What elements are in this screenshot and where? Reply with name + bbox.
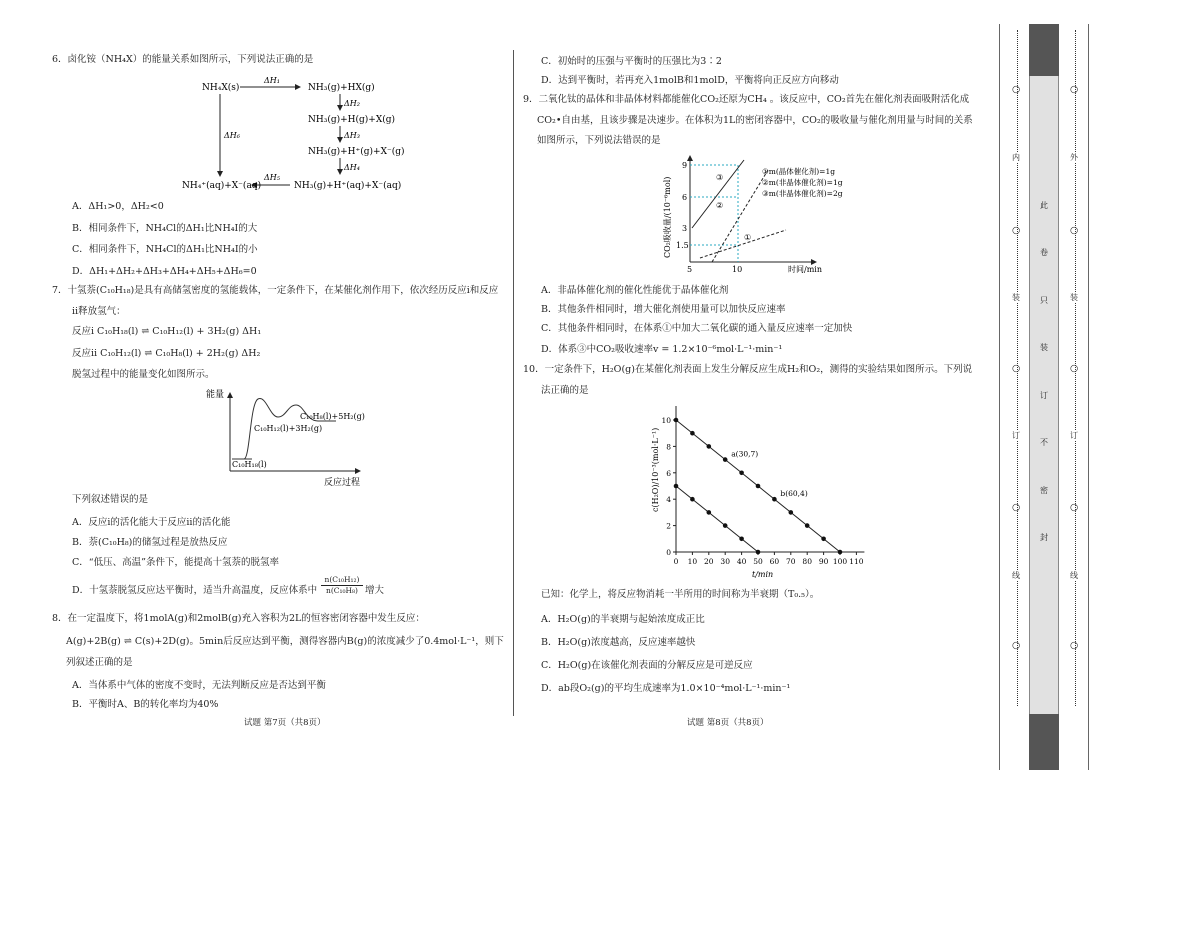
q8-stem-line3: 列叙述正确的是 <box>66 657 133 668</box>
q7-species-1: C₁₀H₁₈(l) <box>232 460 267 469</box>
q6-node-2: NH₃(g)+HX(g) <box>308 83 375 93</box>
q6-stem: 6．卤化铵（NH₄X）的能量关系如图所示，下列说法正确的是 <box>52 54 314 65</box>
q10-annotation-a: a(30,7) <box>731 449 759 459</box>
q7-xlabel: 反应过程 <box>324 478 361 488</box>
q9-line-2 <box>712 170 768 262</box>
q10-option-c: C．H₂O(g)在该催化剂表面的分解反应是可逆反应 <box>541 660 753 671</box>
q10-point-b <box>674 484 679 489</box>
q7-reaction-2: 反应ⅱ C₁₀H₁₂(l) ⇌ C₁₀H₈(l) + 2H₂(g) ΔH₂ <box>72 348 261 359</box>
seal-inner-mark-2: 装 <box>1012 293 1020 302</box>
q10-point-b <box>690 497 695 502</box>
q6-dh4: ΔH₄ <box>344 163 360 172</box>
seal-circle-outer-2: ○ <box>1070 225 1079 236</box>
q6-energy-cycle-diagram <box>160 72 430 196</box>
q10-point-b <box>756 550 761 555</box>
q6-option-b: B．相同条件下，NH₄Cl的ΔH₁比NH₄I的大 <box>72 223 258 234</box>
q10-x-tick-label: 60 <box>769 557 780 566</box>
q10-concentration-chart <box>640 402 880 580</box>
q10-point-a <box>821 537 826 542</box>
q7-reaction-1: 反应ⅰ C₁₀H₁₈(l) ⇌ C₁₀H₁₂(l) + 3H₂(g) ΔH₁ <box>72 326 262 337</box>
seal-inner-mark-3: 订 <box>1012 431 1020 440</box>
q8-option-d: D．达到平衡时，若再充入1molB和1molD，平衡将向正反应方向移动 <box>541 75 839 86</box>
seal-dark-block-bottom <box>1029 714 1059 770</box>
q10-point-a <box>674 418 679 423</box>
q9-ytick-1-5: 1.5 <box>676 241 689 250</box>
q10-annotation-b: b(60,4) <box>780 489 808 499</box>
q6-node-5: NH₃(g)+H⁺(aq)+X⁻(aq) <box>294 181 402 191</box>
q7-species-2: C₁₀H₁₂(l)+3H₂(g) <box>254 424 323 433</box>
q6-option-d: D．ΔH₁+ΔH₂+ΔH₃+ΔH₄+ΔH₅+ΔH₆=0 <box>72 266 257 277</box>
page-divider <box>513 50 514 716</box>
seal-border-left <box>999 24 1000 770</box>
seal-circle-inner-2: ○ <box>1012 225 1021 236</box>
q10-x-tick-label: 90 <box>818 557 829 566</box>
q10-stem-line2: 法正确的是 <box>541 385 589 396</box>
seal-circle-inner-4: ○ <box>1012 502 1021 513</box>
q9-stem-line1: 9．二氧化钛的晶体和非晶体材料都能催化CO₂还原为CH₄ 。该反应中，CO₂首先在催化剂表面吸附活化成 <box>523 94 970 105</box>
q7-stem-line1: 7．十氢萘(C₁₀H₁₈)是具有高储氢密度的氢能载体，一定条件下，在某催化剂作用下，依次经历反应ⅰ和反应 <box>52 285 499 296</box>
q10-option-a: A．H₂O(g)的半衰期与起始浓度成正比 <box>541 614 705 625</box>
q10-point-a <box>723 457 728 462</box>
seal-inner-mark-1: 内 <box>1012 153 1020 162</box>
q7-fraction <box>321 575 363 596</box>
seal-text-3: 只 <box>1040 296 1048 305</box>
q7-option-d-tail: 增大 <box>365 585 385 596</box>
q8-option-b: B．平衡时A、B的转化率均为40% <box>72 699 219 710</box>
q10-x-tick-label: 10 <box>687 557 698 566</box>
q10-point-a <box>739 471 744 476</box>
q10-point-b <box>707 510 712 515</box>
q10-point-a <box>690 431 695 436</box>
q10-y-tick-label: 2 <box>666 521 671 531</box>
seal-text-5: 订 <box>1040 391 1048 400</box>
q9-legend-2: ②m(非晶体催化剂)=1g <box>762 178 843 187</box>
q10-y-tick-label: 8 <box>666 442 671 452</box>
q10-x-tick-label: 110 <box>849 557 864 566</box>
q6-dh6: ΔH₆ <box>224 131 240 140</box>
q6-node-3: NH₃(g)+H(g)+X(g) <box>308 115 396 125</box>
q10-known: 已知：化学上，将反应物消耗一半所用的时间称为半衰期（T₀.₅）。 <box>541 589 820 600</box>
seal-outer-mark-1: 外 <box>1070 153 1078 162</box>
q10-point-a <box>772 497 777 502</box>
q10-x-tick-label: 70 <box>786 557 796 566</box>
q10-x-tick-label: 40 <box>736 557 747 566</box>
q6-node-4: NH₃(g)+H⁺(g)+X⁻(g) <box>308 147 405 157</box>
seal-circle-inner-3: ○ <box>1012 363 1021 374</box>
seal-inner-mark-4: 线 <box>1012 571 1020 580</box>
q9-line-1 <box>700 230 786 258</box>
q10-x-tick-label: 50 <box>753 557 763 566</box>
q8-stem-line1: 8．在一定温度下，将1molA(g)和2molB(g)充入容积为2L的恒容密闭容器中发生反应： <box>52 613 425 624</box>
q10-x-tick-label: 80 <box>802 557 812 566</box>
q9-mark-2: ② <box>716 201 724 210</box>
q10-point-a <box>838 550 843 555</box>
q9-stem-line3: 如图所示，下列说法错误的是 <box>537 135 661 146</box>
q9-legend-3: ③m(非晶体催化剂)=2g <box>762 189 843 198</box>
seal-text-2: 卷 <box>1040 248 1048 257</box>
q9-xtick-10: 10 <box>732 265 743 274</box>
q6-dh2: ΔH₂ <box>344 99 360 108</box>
q10-y-tick-label: 10 <box>661 416 671 425</box>
q10-x-tick-label: 0 <box>673 557 679 566</box>
seal-circle-inner-1: ○ <box>1012 84 1021 95</box>
q10-x-tick-label: 20 <box>704 557 714 566</box>
q9-option-d: D．体系③中CO₂吸收速率v = 1.2×10⁻⁶mol·L⁻¹·min⁻¹ <box>541 344 783 355</box>
footer-right: 试题 第8页（共8页） <box>687 718 769 728</box>
seal-text-7: 密 <box>1040 486 1048 495</box>
q7-option-c: C．“低压、高温”条件下，能提高十氢萘的脱氢率 <box>72 557 279 568</box>
q9-ytick-3: 3 <box>682 224 688 233</box>
q8-option-c: C．初始时的压强与平衡时的压强比为3∶2 <box>541 56 722 67</box>
q7-note: 脱氢过程中的能量变化如图所示。 <box>72 369 215 380</box>
q7-fraction-numerator: n(C₁₀H₁₂) <box>321 575 363 586</box>
seal-border-right <box>1088 24 1089 770</box>
footer-left: 试题 第7页（共8页） <box>244 718 326 728</box>
q10-y-tick-label: 6 <box>666 468 671 478</box>
q6-node-6: NH₄⁺(aq)+X⁻(aq) <box>182 181 262 191</box>
q10-point-a <box>756 484 761 489</box>
seal-text-4: 装 <box>1040 343 1048 352</box>
q7-ylabel: 能量 <box>206 390 225 400</box>
q6-dh3: ΔH₃ <box>344 131 360 140</box>
q10-x-tick-label: 30 <box>720 557 730 566</box>
q9-mark-3: ③ <box>716 173 724 182</box>
seal-outer-mark-3: 订 <box>1070 431 1078 440</box>
q7-energy-profile-diagram <box>200 385 380 490</box>
q10-option-d: D．ab段O₂(g)的平均生成速率为1.0×10⁻⁴mol·L⁻¹·min⁻¹ <box>541 683 791 694</box>
seal-circle-outer-5: ○ <box>1070 640 1079 651</box>
q10-point-a <box>805 523 810 528</box>
seal-outer-mark-2: 装 <box>1070 293 1078 302</box>
q10-point-a <box>789 510 794 515</box>
q9-ytick-9: 9 <box>682 161 688 170</box>
q10-option-b: B．H₂O(g)浓度越高，反应速率越快 <box>541 637 696 648</box>
q7-stem-line2: ⅱ释放氢气： <box>72 306 126 317</box>
q10-point-b <box>723 523 728 528</box>
q8-stem-line2: A(g)+2B(g) ⇌ C(s)+2D(g)。5min后反应达到平衡，测得容器内B(g)的浓度减少了0.4mol·L⁻¹，则下 <box>66 636 504 647</box>
q10-y-tick-label: 0 <box>666 548 671 557</box>
q10-ylabel: c(H₂O)/10⁻³(mol·L⁻¹) <box>651 427 660 512</box>
q10-point-a <box>707 444 712 449</box>
seal-circle-outer-4: ○ <box>1070 502 1079 513</box>
q7-fraction-denominator: n(C₁₀H₈) <box>326 586 358 595</box>
q9-co2-absorption-chart <box>646 150 876 276</box>
q9-xtick-5: 5 <box>687 265 693 274</box>
q6-dh5: ΔH₅ <box>264 173 280 182</box>
q8-option-a: A．当体系中气体的密度不变时，无法判断反应是否达到平衡 <box>72 680 326 691</box>
q9-xlabel: 时间/min <box>788 265 822 274</box>
q10-stem-line1: 10．一定条件下，H₂O(g)在某催化剂表面上发生分解反应生成H₂和O₂，测得的实验结果如图所示。下列说 <box>523 364 973 375</box>
q10-xlabel: t/min <box>752 570 774 579</box>
q9-ytick-6: 6 <box>682 193 688 202</box>
q10-x-tick-label: 100 <box>832 557 848 566</box>
seal-text-1: 此 <box>1040 201 1048 210</box>
seal-text-6: 不 <box>1040 438 1048 447</box>
q6-dh1: ΔH₁ <box>264 76 280 85</box>
q6-node-1: NH₄X(s) <box>202 83 240 93</box>
seal-circle-inner-5: ○ <box>1012 640 1021 651</box>
seal-outer-mark-4: 线 <box>1070 571 1078 580</box>
q9-stem-line2: CO₂•自由基，且该步骤是决速步。在体积为1L的密闭容器中，CO₂的吸收量与催化剂用量与时间的关系 <box>537 115 973 126</box>
q9-mark-1: ① <box>744 233 752 242</box>
q9-line-3 <box>692 160 744 228</box>
q9-option-c: C．其他条件相同时，在体系①中加大二氧化碳的通入量反应速率一定加快 <box>541 323 853 334</box>
q7-option-b: B．萘(C₁₀H₈)的储氢过程是放热反应 <box>72 537 228 548</box>
seal-dark-block-top <box>1029 24 1059 76</box>
q9-legend-1: ①m(晶体催化剂)=1g <box>762 167 836 176</box>
q10-y-tick-label: 4 <box>666 495 671 505</box>
seal-text-8: 封 <box>1040 533 1048 542</box>
q9-ylabel: CO₂吸收量/(10⁻⁶mol) <box>663 176 672 258</box>
seal-circle-outer-3: ○ <box>1070 363 1079 374</box>
q6-option-c: C．相同条件下，NH₄Cl的ΔH₁比NH₄I的小 <box>72 244 258 255</box>
q7-option-a: A．反应ⅰ的活化能大于反应ⅱ的活化能 <box>72 517 231 528</box>
q9-option-a: A．非晶体催化剂的催化性能优于晶体催化剂 <box>541 285 729 296</box>
q7-species-3: C₁₀H₈(l)+5H₂(g) <box>300 412 365 421</box>
q10-series-line-b <box>676 486 758 552</box>
q7-ask: 下列叙述错误的是 <box>72 494 149 505</box>
seal-circle-outer-1: ○ <box>1070 84 1079 95</box>
q6-option-a: A．ΔH₁>0，ΔH₂<0 <box>72 201 164 212</box>
q7-option-d: D．十氢萘脱氢反应达平衡时，适当升高温度，反应体系中 <box>72 585 318 596</box>
q9-option-b: B．其他条件相同时，增大催化剂使用量可以加快反应速率 <box>541 304 786 315</box>
q10-point-b <box>739 537 744 542</box>
